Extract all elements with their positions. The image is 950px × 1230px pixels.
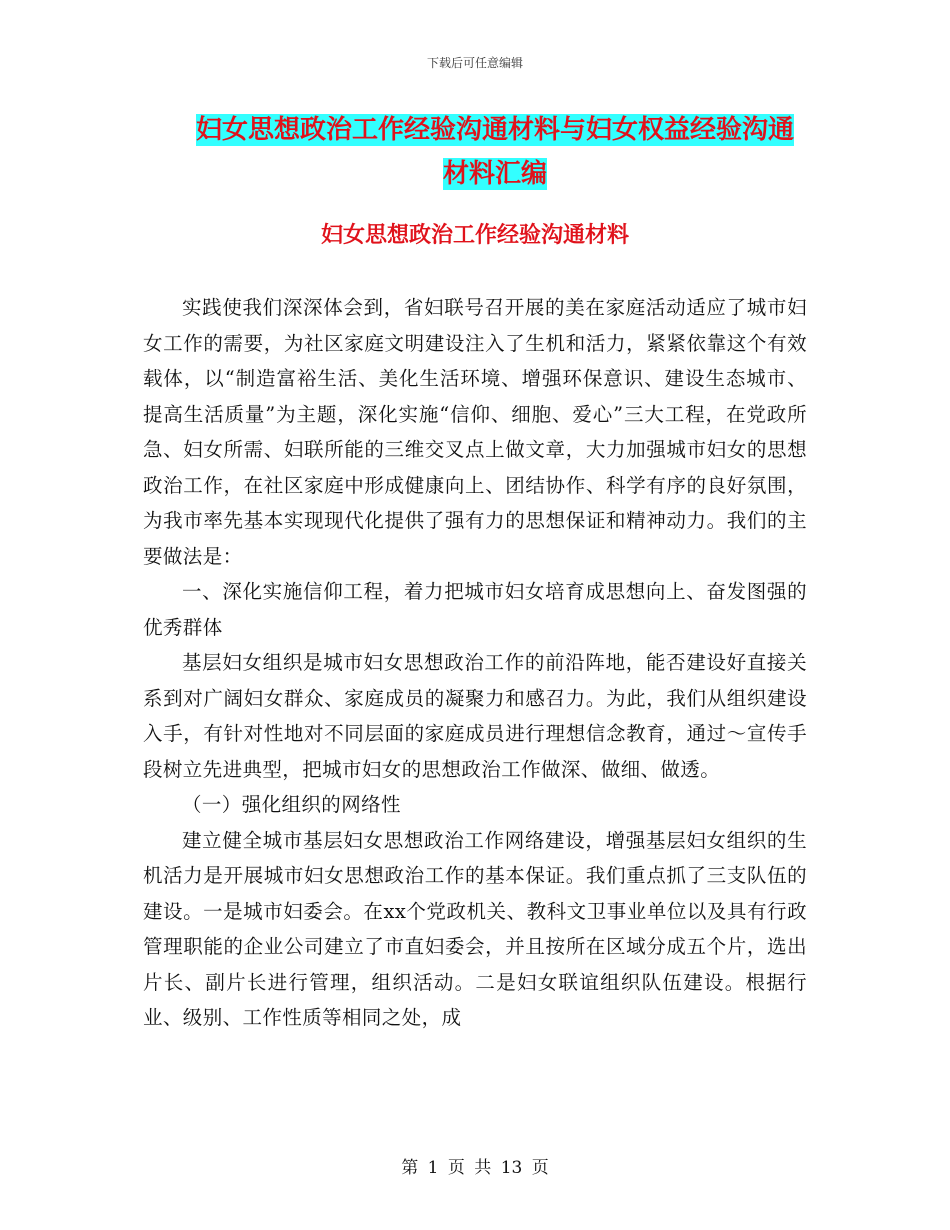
document-title — [150, 108, 840, 196]
header-note: 下载后可任意编辑 — [426, 56, 523, 70]
paragraph: 一、深化实施信仰工程，着力把城市妇女培育成思想向上、奋发图强的优秀群体 — [143, 580, 807, 639]
body-text — [143, 290, 807, 1036]
section-title: 妇女思想政治工作经验沟通材料 — [320, 223, 629, 248]
document-title-line1: 妇女思想政治工作经验沟通材料与妇女权益经验沟通 — [195, 115, 794, 145]
paragraph: 基层妇女组织是城市妇女思想政治工作的前沿阵地，能否建设好直接关系到对广阔妇女群众、家庭成员的凝聚力和感召力。为此，我们从组织建设入手，有针对性地对不同层面的家庭成员进行理想信念教育，通过～宣传手段树立先进典型，把城市妇女的思想政治工作做深、做细、做透。 — [143, 651, 807, 781]
paragraph: （一）强化组织的网络性 — [182, 793, 401, 816]
page-number: 第 1 页 共 13 页 — [401, 1158, 549, 1178]
paragraph: 建立健全城市基层妇女思想政治工作网络建设，增强基层妇女组织的生机活力是开展城市妇女思想政治工作的基本保证。我们重点抓了三支队伍的建设。一是城市妇委会。在xx个党政机关、教科文卫事业单位以及具有行政管理职能的企业公司建立了市直妇委会，并且按所在区域分成五个片，选出片长、副片长进行管理，组织活动。二是妇女联谊组织队伍建设。根据行业、级别、工作性质等相同之处，成 — [143, 828, 807, 1029]
paragraph: 实践使我们深深体会到，省妇联号召开展的美在家庭活动适应了城市妇女工作的需要，为社区家庭文明建设注入了生机和活力，紧紧依靠这个有效载体，以“制造富裕生活、美化生活环境、增强环保意识、建设生态城市、提高生活质量”为主题，深化实施“信仰、细胞、爱心”三大工程，在党政所急、妇女所需、妇联所能的三维交叉点上做文章，大力加强城市妇女的思想政治工作，在社区家庭中形成健康向上、团结协作、科学有序的良好氛围，为我市率先基本实现现代化提供了强有力的思想保证和精神动力。我们的主要做法是： — [143, 296, 807, 568]
document-title-line2: 材料汇编 — [442, 159, 547, 189]
